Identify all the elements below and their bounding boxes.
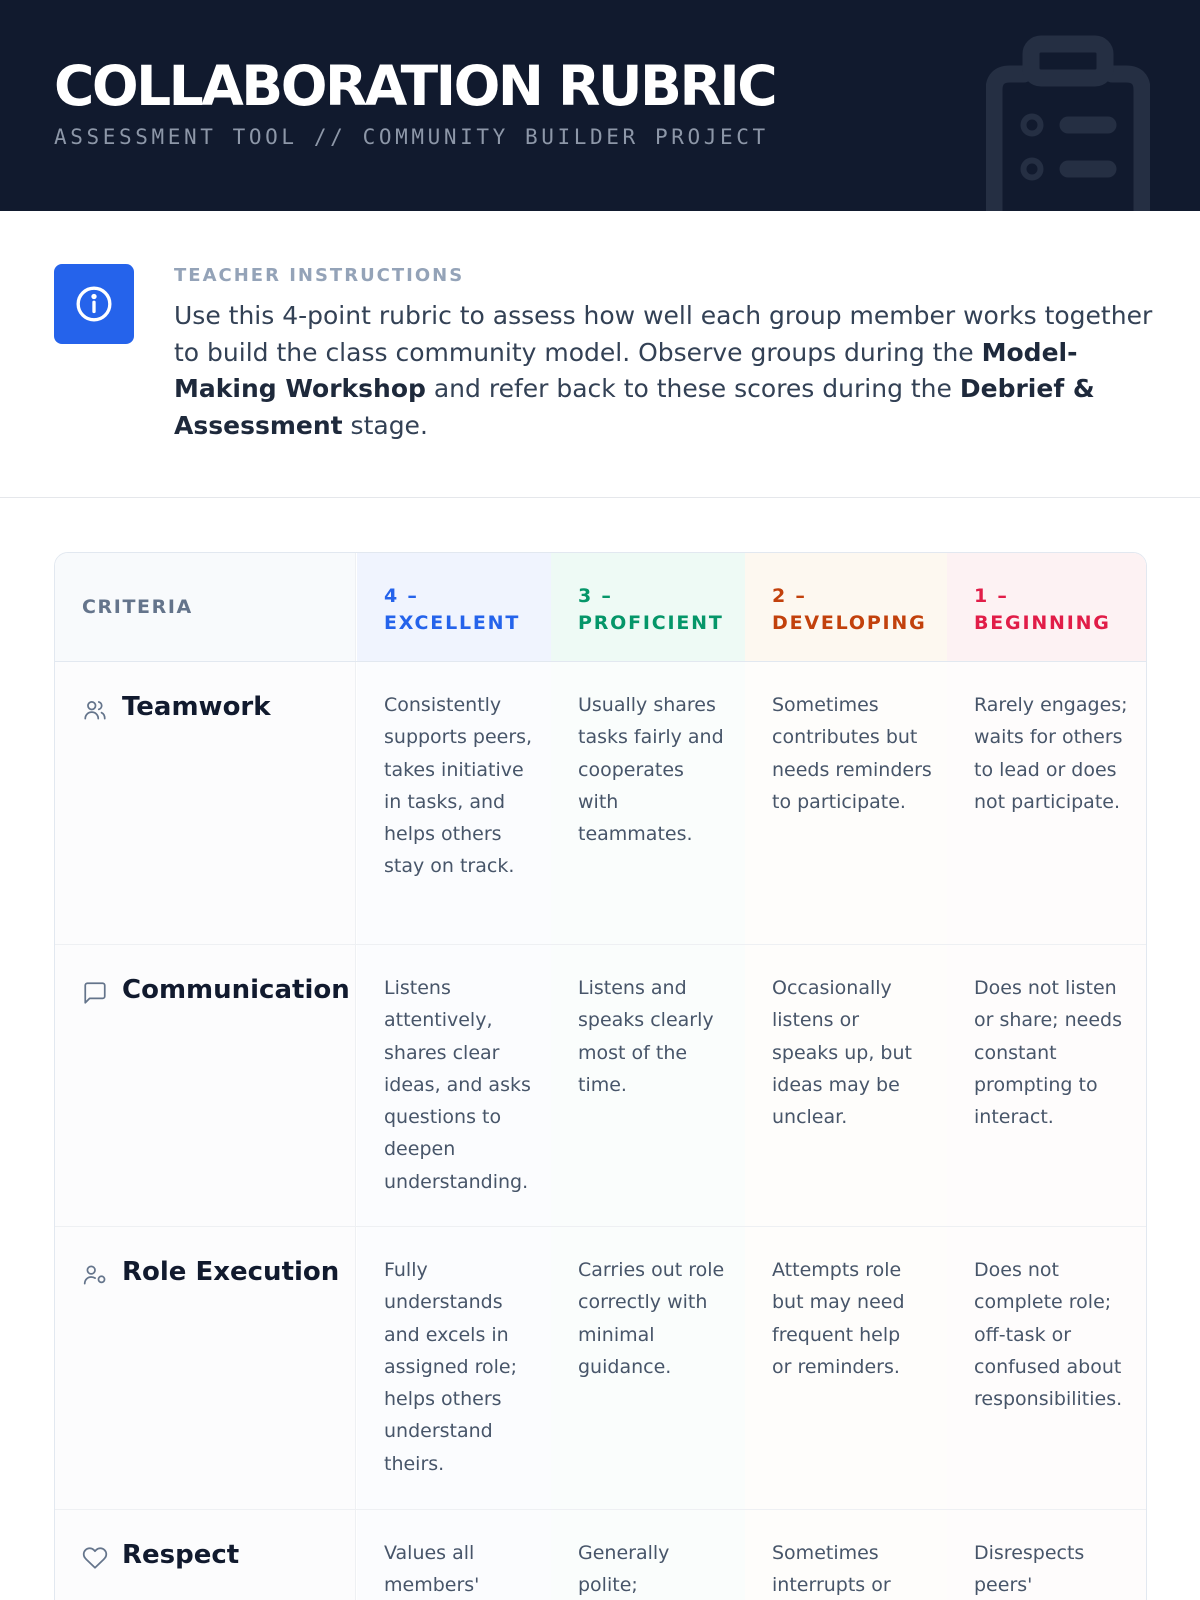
info-icon-badge: [54, 264, 134, 344]
rubric-table: [54, 552, 1147, 1600]
table-row: [55, 945, 1147, 1227]
descriptor-text: Usually shares tasks fairly and cooperates with teammates.: [578, 694, 724, 846]
descriptor-text: Disrespects peers': [974, 1542, 1085, 1597]
descriptor-text: Occasionally listens or speaks up, but ideas may be unclear.: [772, 977, 912, 1129]
descriptor-cell: [947, 1510, 1147, 1600]
workshop-emphasis: Model-Making Workshop: [174, 337, 1078, 403]
descriptor-cell: [357, 1510, 551, 1600]
level-4-header: [357, 553, 551, 661]
descriptor-cell: [357, 945, 551, 1226]
descriptor-text: Consistently supports peers, takes initiative in tasks, and helps others stay on track.: [384, 694, 533, 878]
teacher-instructions: [0, 211, 1200, 498]
level-1-header-text: 1 – BEGINNING: [974, 585, 1111, 634]
heart-icon: [82, 1545, 108, 1571]
criterion-name: Role Execution: [122, 1257, 340, 1287]
descriptor-text: Attempts role but may need frequent help or reminders.: [772, 1259, 905, 1378]
clipboard-list-icon: [986, 34, 1150, 211]
descriptor-cell: [551, 945, 745, 1226]
descriptor-cell: [551, 1227, 745, 1509]
descriptor-cell: [357, 662, 551, 944]
descriptor-text: Rarely engages; waits for others to lead or does not participate.: [974, 694, 1128, 813]
level-3-header: [551, 553, 745, 661]
descriptor-cell: [745, 1510, 947, 1600]
descriptor-text: Listens and speaks clearly most of the time.: [578, 977, 714, 1096]
level-2-header: [745, 553, 947, 661]
descriptor-text: Sometimes interrupts or: [772, 1542, 891, 1597]
user-role-icon: [82, 1262, 108, 1288]
instructions-label: TEACHER INSTRUCTIONS: [174, 265, 465, 286]
descriptor-cell: [745, 945, 947, 1226]
descriptor-cell: [745, 1227, 947, 1509]
info-icon: [74, 284, 114, 324]
table-row: [55, 1510, 1147, 1600]
table-row: [55, 662, 1147, 945]
criterion-cell: [55, 662, 356, 944]
descriptor-cell: [551, 662, 745, 944]
level-3-header-text: 3 – PROFICIENT: [578, 585, 724, 634]
table-row: [55, 1227, 1147, 1510]
criterion-name: Communication: [122, 975, 350, 1005]
descriptor-text: Carries out role correctly with minimal guidance.: [578, 1259, 725, 1378]
descriptor-text: Does not listen or share; needs constant prompting to interact.: [974, 977, 1122, 1129]
descriptor-text: Listens attentively, shares clear ideas, and asks questions to deepen understanding.: [384, 977, 531, 1193]
page-subtitle: ASSESSMENT TOOL // COMMUNITY BUILDER PROJECT: [54, 125, 769, 149]
descriptor-cell: [551, 1510, 745, 1600]
criteria-header-cell: [55, 553, 356, 661]
page-header: [0, 0, 1200, 211]
message-square-icon: [82, 980, 108, 1006]
criteria-header: CRITERIA: [82, 596, 193, 618]
descriptor-cell: [947, 945, 1147, 1226]
level-1-header: [947, 553, 1147, 661]
descriptor-cell: [357, 1227, 551, 1509]
descriptor-cell: [947, 1227, 1147, 1509]
descriptor-text: Values all members': [384, 1542, 480, 1597]
descriptor-text: Generally polite;: [578, 1542, 670, 1597]
instructions-text: Use this 4-point rubric to assess how well each group member works together to build the class community model. Observe groups during the Model-Making Workshop and refer back to these scores during the Debrief & Assessment stage.: [174, 301, 1153, 440]
level-2-header-text: 2 – DEVELOPING: [772, 585, 927, 634]
descriptor-text: Does not complete role; off-task or confused about responsibilities.: [974, 1259, 1123, 1411]
debrief-emphasis: Debrief & Assessment: [174, 374, 1095, 440]
level-4-header-text: 4 – EXCELLENT: [384, 585, 521, 634]
criterion-name: Respect: [122, 1540, 240, 1570]
criterion-cell: [55, 945, 356, 1226]
criterion-name: Teamwork: [122, 692, 271, 722]
criterion-cell: [55, 1227, 356, 1509]
descriptor-cell: [745, 662, 947, 944]
users-icon: [82, 697, 108, 723]
table-header-row: [55, 553, 1147, 662]
descriptor-text: Sometimes contributes but needs reminders to participate.: [772, 694, 932, 813]
criterion-cell: [55, 1510, 356, 1600]
descriptor-cell: [947, 662, 1147, 944]
descriptor-text: Fully understands and excels in assigned role; helps others understand theirs.: [384, 1259, 517, 1475]
page-title: COLLABORATION RUBRIC: [54, 54, 776, 118]
